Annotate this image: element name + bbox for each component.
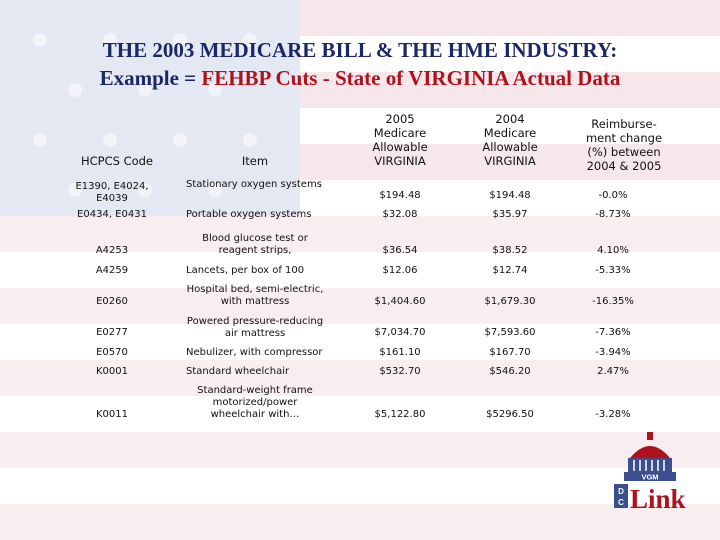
cell-item: Standard wheelchair <box>186 366 290 377</box>
cell-change-percent: -16.35% <box>592 296 634 307</box>
cell-2004-value: $38.52 <box>492 245 528 256</box>
cell-hcpcs-code: E0570 <box>96 347 128 358</box>
logo-vgm-text: VGM <box>641 472 659 482</box>
cell-item: Hospital bed, semi-electric, with mattress <box>186 284 324 307</box>
cell-2005-value: $1,404.60 <box>374 296 426 307</box>
cell-2005-value: $5,122.80 <box>374 409 426 420</box>
cell-item: Standard-weight frame motorized/power wheelchair with… <box>197 385 313 420</box>
vgm-link-logo <box>610 430 690 512</box>
cell-change-percent: -5.33% <box>595 265 631 276</box>
cell-2005-value: $36.54 <box>382 245 418 256</box>
cell-2005-value: $12.06 <box>382 265 418 276</box>
cell-item: Nebulizer, with compressor <box>186 347 323 358</box>
cell-2004-value: $7,593.60 <box>484 327 536 338</box>
cell-2004-value: $194.48 <box>489 190 531 201</box>
cell-2004-value: $1,679.30 <box>484 296 536 307</box>
logo-side-c: C <box>618 498 624 507</box>
cell-2004-value: $546.20 <box>489 366 531 377</box>
cell-change-percent: 4.10% <box>597 245 629 256</box>
cell-item: Stationary oxygen systems <box>186 179 322 190</box>
cell-2004-value: $12.74 <box>492 265 528 276</box>
cell-item: Lancets, per box of 100 <box>186 265 305 276</box>
cell-2004-value: $35.97 <box>492 209 528 220</box>
title-line-1: THE 2003 MEDICARE BILL & THE HME INDUSTRY: <box>102 38 618 62</box>
cell-change-percent: -7.36% <box>595 327 631 338</box>
cell-2005-value: $161.10 <box>379 347 421 358</box>
cell-hcpcs-code: E0277 <box>96 327 128 338</box>
header-2005-allowable: 2005 Medicare Allowable VIRGINIA <box>372 112 428 168</box>
cell-hcpcs-code: E0434, E0431 <box>77 209 147 220</box>
cell-item: Powered pressure-reducing air mattress <box>186 316 324 339</box>
header-item: Item <box>241 154 269 168</box>
cell-change-percent: -0.0% <box>598 190 628 201</box>
cell-2005-value: $532.70 <box>379 366 421 377</box>
cell-hcpcs-code: A4253 <box>95 245 129 256</box>
cell-change-percent: -8.73% <box>595 209 631 220</box>
header-2004-allowable: 2004 Medicare Allowable VIRGINIA <box>482 112 538 168</box>
cell-item: Portable oxygen systems <box>186 209 312 220</box>
title-prefix: Example = <box>99 66 202 90</box>
title-line-2 <box>0 66 720 91</box>
cell-hcpcs-code: A4259 <box>95 265 129 276</box>
cell-hcpcs-code: E1390, E4024, E4039 <box>75 181 149 204</box>
cell-2005-value: $7,034.70 <box>374 327 426 338</box>
cell-hcpcs-code: K0011 <box>95 409 128 420</box>
cell-change-percent: 2.47% <box>597 366 629 377</box>
cell-item: Blood glucose test or reagent strips, <box>202 233 308 256</box>
cell-hcpcs-code: K0001 <box>95 366 128 377</box>
cell-2005-value: $32.08 <box>382 209 418 220</box>
cell-hcpcs-code: E0260 <box>96 296 128 307</box>
header-reimbursement-change: Reimburse- ment change (%) between 2004 & 2005 <box>585 117 663 173</box>
cell-2004-value: $5296.50 <box>486 409 534 420</box>
header-hcpcs-code: HCPCS Code <box>80 154 154 168</box>
cell-change-percent: -3.28% <box>595 409 631 420</box>
logo-side-d: D <box>618 487 624 496</box>
title-highlight: FEHBP Cuts - State of VIRGINIA Actual Data <box>201 66 621 90</box>
cell-change-percent: -3.94% <box>595 347 631 358</box>
cell-2004-value: $167.70 <box>489 347 531 358</box>
logo-link-text: Link <box>630 484 686 512</box>
cell-2005-value: $194.48 <box>379 190 421 201</box>
